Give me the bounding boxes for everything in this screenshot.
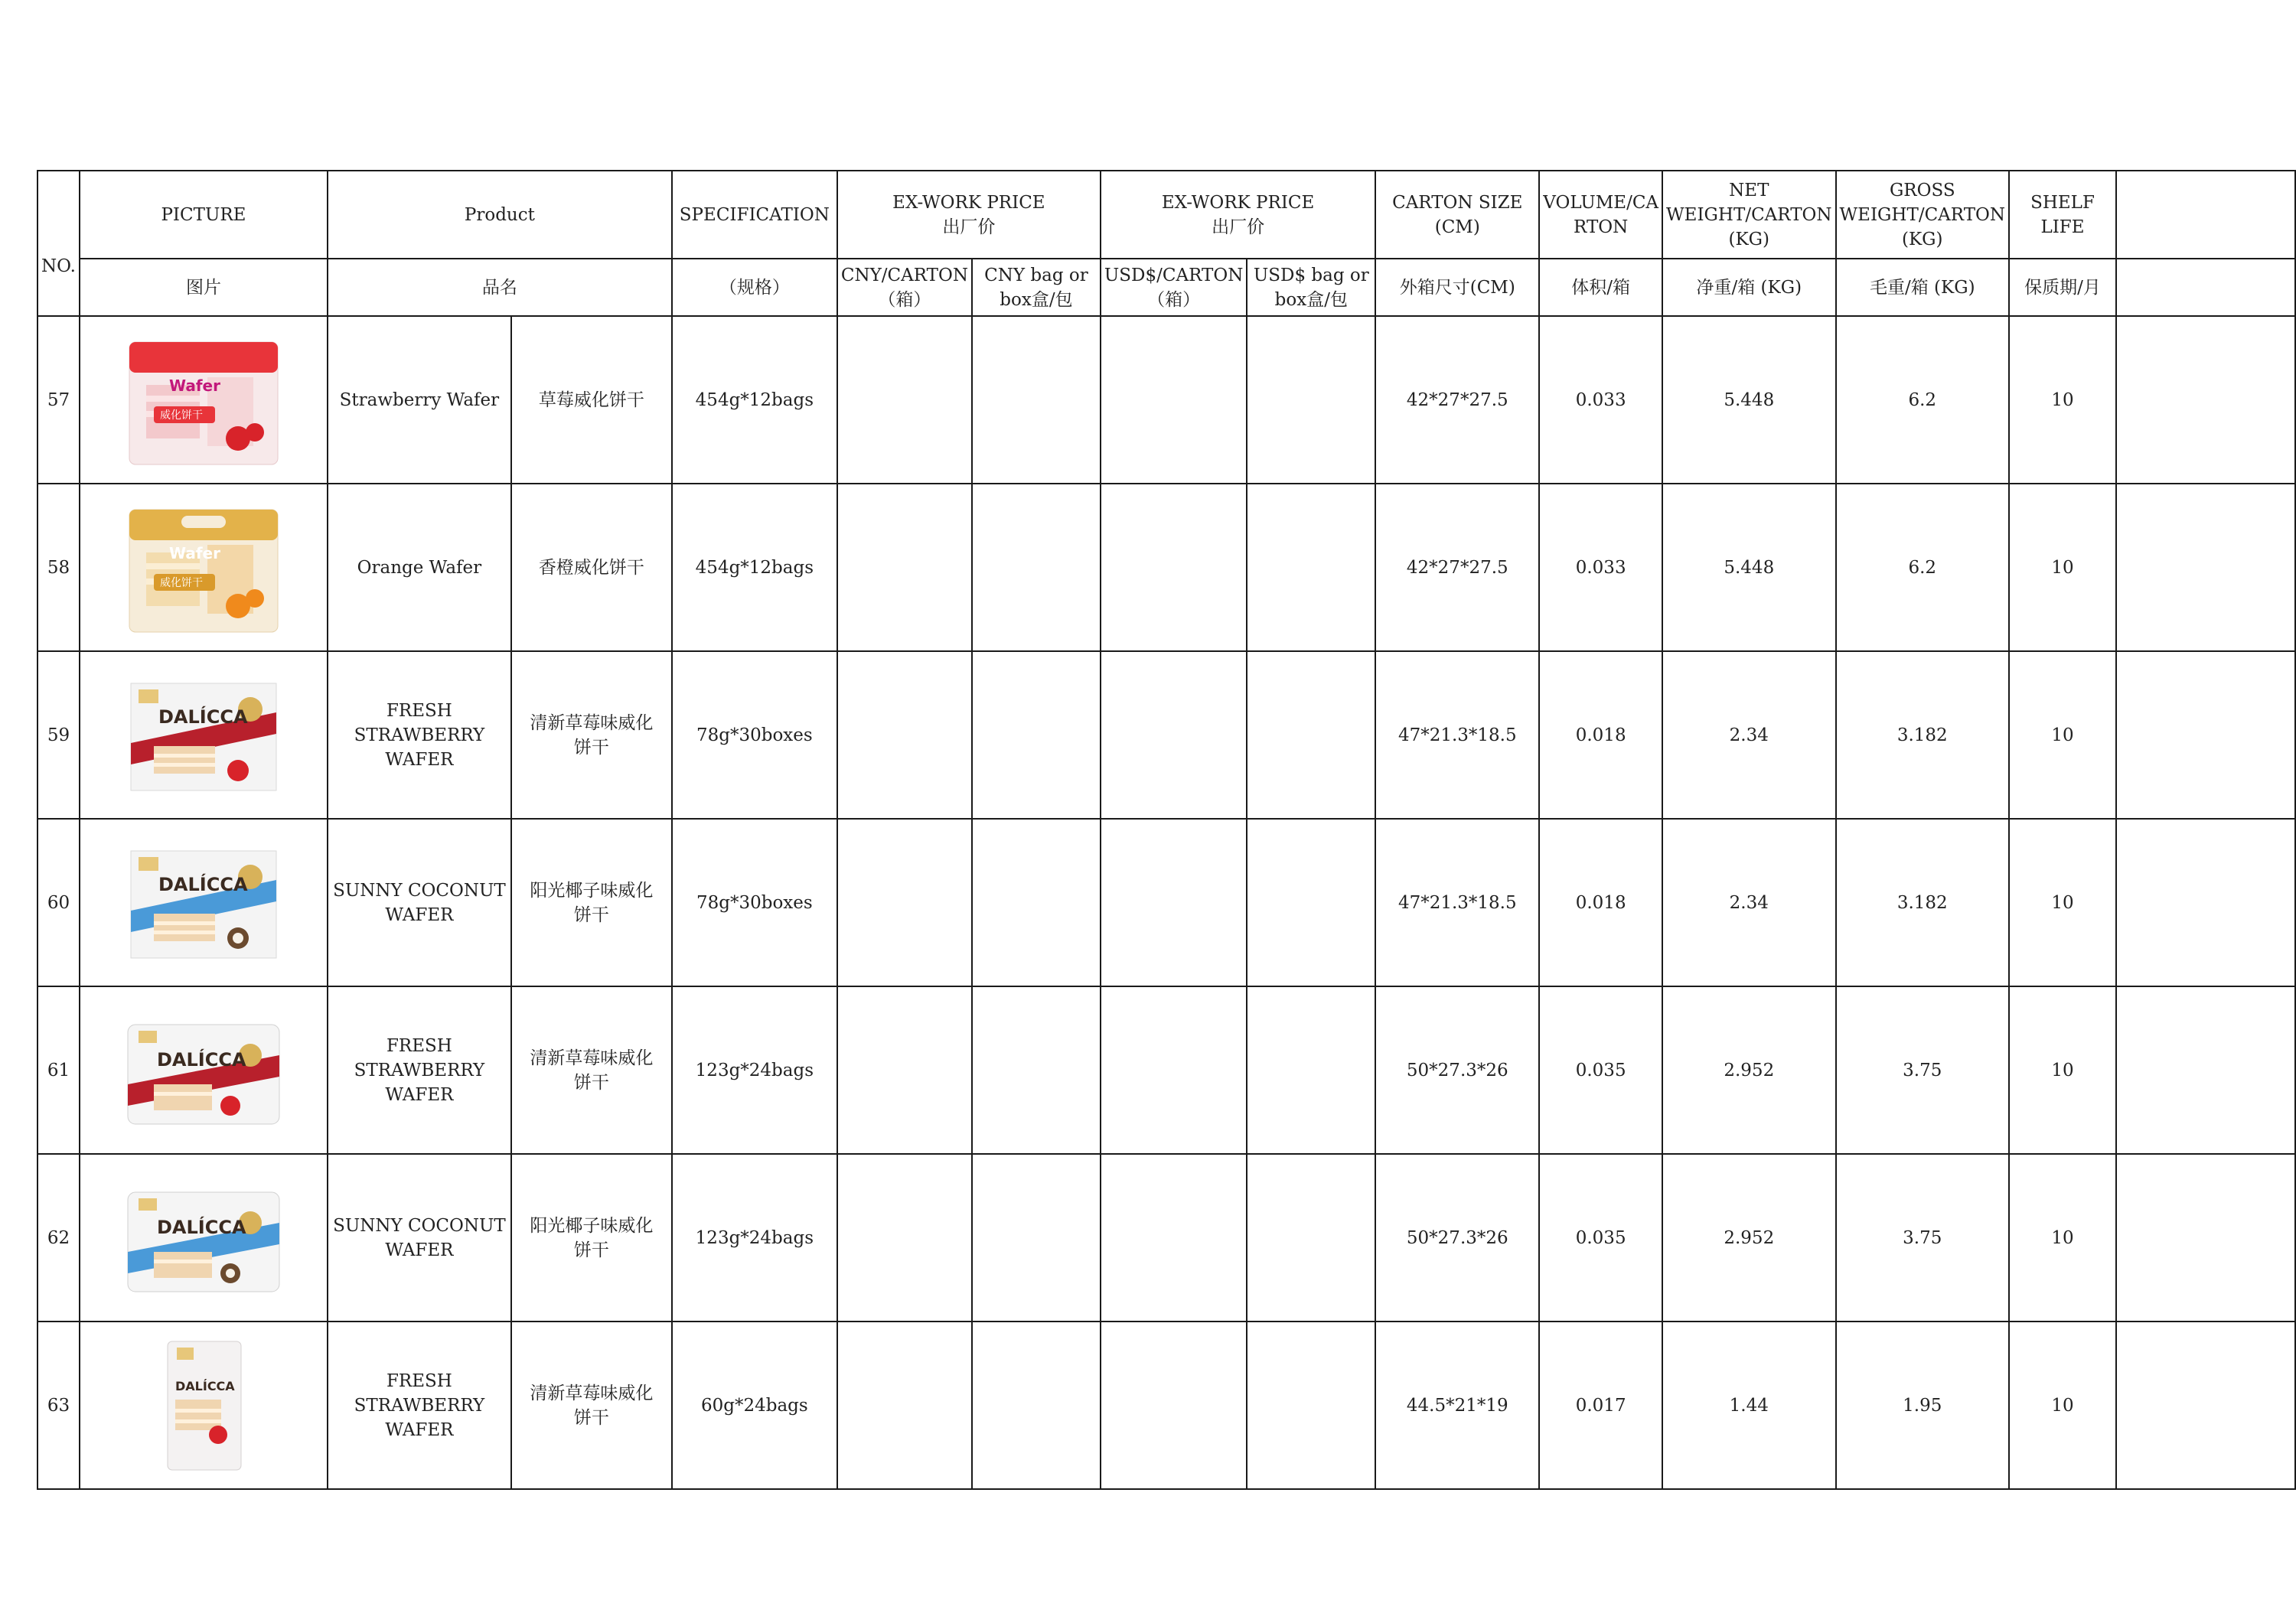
table-row (38, 484, 2295, 651)
row-no: 60 (38, 819, 80, 986)
pkg-brand-text: DALÍCCA (156, 1216, 246, 1238)
net-weight: 5.448 (1662, 316, 1835, 484)
header-gross-weight (1836, 171, 2009, 259)
blank-cell (2116, 1154, 2295, 1322)
pkg-brand-text: Wafer (168, 376, 220, 395)
product-name-en-line1: FRESH STRAWBERRY (354, 700, 485, 745)
gross-weight: 6.2 (1836, 484, 2009, 651)
carton-size: 50*27.3*26 (1375, 986, 1539, 1154)
header-cny-bag-line1: CNY bag or (984, 265, 1088, 285)
blank-cell (2116, 651, 2295, 819)
table-row (38, 651, 2295, 819)
product-picture-cell (80, 1154, 328, 1322)
product-name-cn-line2: 饼干 (573, 1407, 609, 1428)
cny-bag-price (972, 484, 1101, 651)
price-list-table (37, 170, 2296, 1490)
usd-carton-price (1101, 1154, 1247, 1322)
gross-weight: 3.75 (1836, 986, 2009, 1154)
usd-carton-price (1101, 819, 1247, 986)
cny-bag-price (972, 316, 1101, 484)
row-no: 61 (38, 986, 80, 1154)
product-name-en-line1: SUNNY COCONUT (333, 880, 506, 901)
specification: 78g*30boxes (672, 651, 837, 819)
carton-size: 42*27*27.5 (1375, 316, 1539, 484)
header-product: Product (328, 171, 672, 259)
specification: 78g*30boxes (672, 819, 837, 986)
header-product-cn: 品名 (328, 259, 672, 316)
carton-size: 47*21.3*18.5 (1375, 819, 1539, 986)
row-no: 62 (38, 1154, 80, 1322)
product-image-orange-wafer-bag (123, 499, 284, 637)
table-row (38, 1154, 2295, 1322)
blank-cell (2116, 484, 2295, 651)
shelf-life: 10 (2009, 1322, 2116, 1489)
product-name-cn-line1: 清新草莓味威化 (530, 1048, 654, 1068)
gross-weight: 3.182 (1836, 651, 2009, 819)
header-volume-cn: 体积/箱 (1539, 259, 1662, 316)
header-exwork-usd-line1: EX-WORK PRICE (1161, 192, 1315, 213)
header-usd-bag (1247, 259, 1375, 316)
header-exwork-usd-line2: 出厂价 (1212, 217, 1265, 237)
product-name-en-line2: WAFER (385, 1084, 454, 1105)
header-usd-carton-line1: USD$/CARTON (1104, 265, 1244, 285)
row-no: 63 (38, 1322, 80, 1489)
pkg-brand-text: DALÍCCA (156, 1048, 246, 1071)
product-name-en (328, 819, 511, 986)
product-name-cn-line1: 清新草莓味威化 (530, 1383, 654, 1403)
header-net-cn: 净重/箱 (KG) (1662, 259, 1835, 316)
carton-size: 47*21.3*18.5 (1375, 651, 1539, 819)
cny-carton-price (837, 484, 972, 651)
product-name-cn (511, 1322, 672, 1489)
header-cny-carton-line2: （箱） (878, 289, 931, 310)
header-exwork-cny (837, 171, 1101, 259)
pkg-brand-text: Wafer (168, 543, 220, 562)
cny-carton-price (837, 651, 972, 819)
header-volume-line1: VOLUME/CA (1543, 192, 1659, 213)
specification: 123g*24bags (672, 1154, 837, 1322)
header-carton-size-line2: (CM) (1434, 217, 1480, 237)
product-name-en-line2: WAFER (385, 749, 454, 770)
header-carton-size-cn: 外箱尺寸(CM) (1375, 259, 1539, 316)
net-weight: 2.952 (1662, 1154, 1835, 1322)
cny-carton-price (837, 986, 972, 1154)
product-name-en (328, 1322, 511, 1489)
product-picture-cell (80, 819, 328, 986)
product-name-en-line2: WAFER (385, 1419, 454, 1440)
product-picture-cell (80, 316, 328, 484)
net-weight: 2.34 (1662, 651, 1835, 819)
header-shelf-line2: LIFE (2040, 217, 2085, 237)
header-shelf-cn: 保质期/月 (2009, 259, 2116, 316)
header-net-weight (1662, 171, 1835, 259)
product-image-strawberry-bag (123, 1002, 284, 1139)
shelf-life: 10 (2009, 986, 2116, 1154)
product-name-cn-line1: 清新草莓味威化 (530, 712, 654, 733)
header-carton-size (1375, 171, 1539, 259)
net-weight: 1.44 (1662, 1322, 1835, 1489)
volume: 0.033 (1539, 316, 1662, 484)
header-shelf-line1: SHELF (2030, 192, 2095, 213)
gross-weight: 1.95 (1836, 1322, 2009, 1489)
specification: 60g*24bags (672, 1322, 837, 1489)
product-name-cn (511, 986, 672, 1154)
header-blank-2 (2116, 259, 2295, 316)
usd-carton-price (1101, 986, 1247, 1154)
net-weight: 5.448 (1662, 484, 1835, 651)
pkg-brand-text: DALÍCCA (158, 873, 248, 895)
header-usd-carton (1101, 259, 1247, 316)
table-row (38, 819, 2295, 986)
usd-carton-price (1101, 484, 1247, 651)
product-name-cn-line2: 饼干 (573, 1240, 609, 1260)
product-image-strawberry-box (123, 666, 284, 804)
header-net-line3: (KG) (1728, 229, 1770, 249)
product-picture-cell (80, 651, 328, 819)
cny-bag-price (972, 1322, 1101, 1489)
header-picture-cn: 图片 (80, 259, 328, 316)
product-name-en (328, 986, 511, 1154)
cny-carton-price (837, 1154, 972, 1322)
header-usd-carton-line2: （箱） (1147, 289, 1201, 310)
product-name-en (328, 1154, 511, 1322)
specification: 454g*12bags (672, 484, 837, 651)
product-name-en-line2: WAFER (385, 904, 454, 925)
header-cny-bag-line2: box盒/包 (1000, 289, 1073, 310)
shelf-life: 10 (2009, 819, 2116, 986)
shelf-life: 10 (2009, 484, 2116, 651)
volume: 0.033 (1539, 484, 1662, 651)
row-no: 59 (38, 651, 80, 819)
pkg-label-text: 威化饼干 (159, 576, 203, 589)
product-image-strawberry-pouch (123, 1337, 284, 1475)
carton-size: 42*27*27.5 (1375, 484, 1539, 651)
header-usd-bag-line2: box盒/包 (1274, 289, 1348, 310)
net-weight: 2.952 (1662, 986, 1835, 1154)
volume: 0.018 (1539, 651, 1662, 819)
pkg-label-text: 威化饼干 (159, 409, 203, 422)
usd-bag-price (1247, 1154, 1375, 1322)
cny-carton-price (837, 316, 972, 484)
row-no: 58 (38, 484, 80, 651)
product-name-en-line2: WAFER (385, 1240, 454, 1260)
shelf-life: 10 (2009, 651, 2116, 819)
header-volume-line2: RTON (1574, 217, 1629, 237)
volume: 0.018 (1539, 819, 1662, 986)
cny-carton-price (837, 1322, 972, 1489)
table-row (38, 986, 2295, 1154)
header-gross-cn: 毛重/箱 (KG) (1836, 259, 2009, 316)
usd-bag-price (1247, 986, 1375, 1154)
table-row (38, 1322, 2295, 1489)
product-image-coconut-box (123, 834, 284, 972)
header-row-2 (38, 259, 2295, 316)
volume: 0.017 (1539, 1322, 1662, 1489)
product-name-cn (511, 651, 672, 819)
header-specification: SPECIFICATION (672, 171, 837, 259)
header-picture: PICTURE (80, 171, 328, 259)
header-net-line2: WEIGHT/CARTON (1666, 204, 1832, 225)
header-cny-bag (972, 259, 1101, 316)
usd-bag-price (1247, 651, 1375, 819)
product-name-cn-line2: 饼干 (573, 1072, 609, 1093)
header-exwork-cny-line1: EX-WORK PRICE (892, 192, 1045, 213)
header-no: NO. (38, 171, 80, 316)
product-name-cn-line1: 阳光椰子味威化 (530, 880, 654, 901)
cny-bag-price (972, 819, 1101, 986)
header-gross-line2: WEIGHT/CARTON (1839, 204, 2006, 225)
blank-cell (2116, 819, 2295, 986)
cny-bag-price (972, 986, 1101, 1154)
header-exwork-cny-line2: 出厂价 (942, 217, 996, 237)
usd-bag-price (1247, 1322, 1375, 1489)
product-name-en-line1: FRESH STRAWBERRY (354, 1370, 485, 1416)
usd-bag-price (1247, 316, 1375, 484)
header-cny-carton (837, 259, 972, 316)
pkg-brand-text: DALÍCCA (174, 1378, 235, 1393)
product-name-cn-line2: 饼干 (573, 904, 609, 925)
product-name-en: Orange Wafer (328, 484, 511, 651)
specification: 454g*12bags (672, 316, 837, 484)
usd-bag-price (1247, 819, 1375, 986)
header-usd-bag-line1: USD$ bag or (1253, 265, 1369, 285)
usd-bag-price (1247, 484, 1375, 651)
blank-cell (2116, 986, 2295, 1154)
cny-bag-price (972, 1154, 1101, 1322)
header-row-1 (38, 171, 2295, 259)
gross-weight: 3.75 (1836, 1154, 2009, 1322)
cny-bag-price (972, 651, 1101, 819)
product-name-cn-line1: 阳光椰子味威化 (530, 1215, 654, 1236)
row-no: 57 (38, 316, 80, 484)
product-name-en (328, 651, 511, 819)
cny-carton-price (837, 819, 972, 986)
header-shelf-life (2009, 171, 2116, 259)
header-net-line1: NET (1729, 180, 1769, 200)
volume: 0.035 (1539, 986, 1662, 1154)
product-name-cn (511, 1154, 672, 1322)
shelf-life: 10 (2009, 316, 2116, 484)
usd-carton-price (1101, 1322, 1247, 1489)
carton-size: 50*27.3*26 (1375, 1154, 1539, 1322)
table-row (38, 316, 2295, 484)
product-image-strawberry-wafer-bag (123, 331, 284, 469)
product-name-en-line1: FRESH STRAWBERRY (354, 1035, 485, 1080)
product-name-cn: 香橙威化饼干 (511, 484, 672, 651)
specification: 123g*24bags (672, 986, 837, 1154)
product-image-coconut-bag (123, 1169, 284, 1307)
product-picture-cell (80, 484, 328, 651)
net-weight: 2.34 (1662, 819, 1835, 986)
header-gross-line3: (KG) (1902, 229, 1943, 249)
usd-carton-price (1101, 316, 1247, 484)
pkg-brand-text: DALÍCCA (158, 706, 248, 728)
header-exwork-usd (1101, 171, 1375, 259)
header-volume (1539, 171, 1662, 259)
product-name-cn: 草莓威化饼干 (511, 316, 672, 484)
gross-weight: 6.2 (1836, 316, 2009, 484)
product-name-en-line1: SUNNY COCONUT (333, 1215, 506, 1236)
product-name-cn (511, 819, 672, 986)
header-blank (2116, 171, 2295, 259)
product-picture-cell (80, 986, 328, 1154)
product-picture-cell (80, 1322, 328, 1489)
header-cny-carton-line1: CNY/CARTON (840, 265, 968, 285)
carton-size: 44.5*21*19 (1375, 1322, 1539, 1489)
blank-cell (2116, 1322, 2295, 1489)
header-specification-cn: （规格） (672, 259, 837, 316)
header-carton-size-line1: CARTON SIZE (1392, 192, 1523, 213)
blank-cell (2116, 316, 2295, 484)
gross-weight: 3.182 (1836, 819, 2009, 986)
shelf-life: 10 (2009, 1154, 2116, 1322)
product-name-cn-line2: 饼干 (573, 737, 609, 758)
product-name-en: Strawberry Wafer (328, 316, 511, 484)
header-gross-line1: GROSS (1889, 180, 1955, 200)
volume: 0.035 (1539, 1154, 1662, 1322)
usd-carton-price (1101, 651, 1247, 819)
